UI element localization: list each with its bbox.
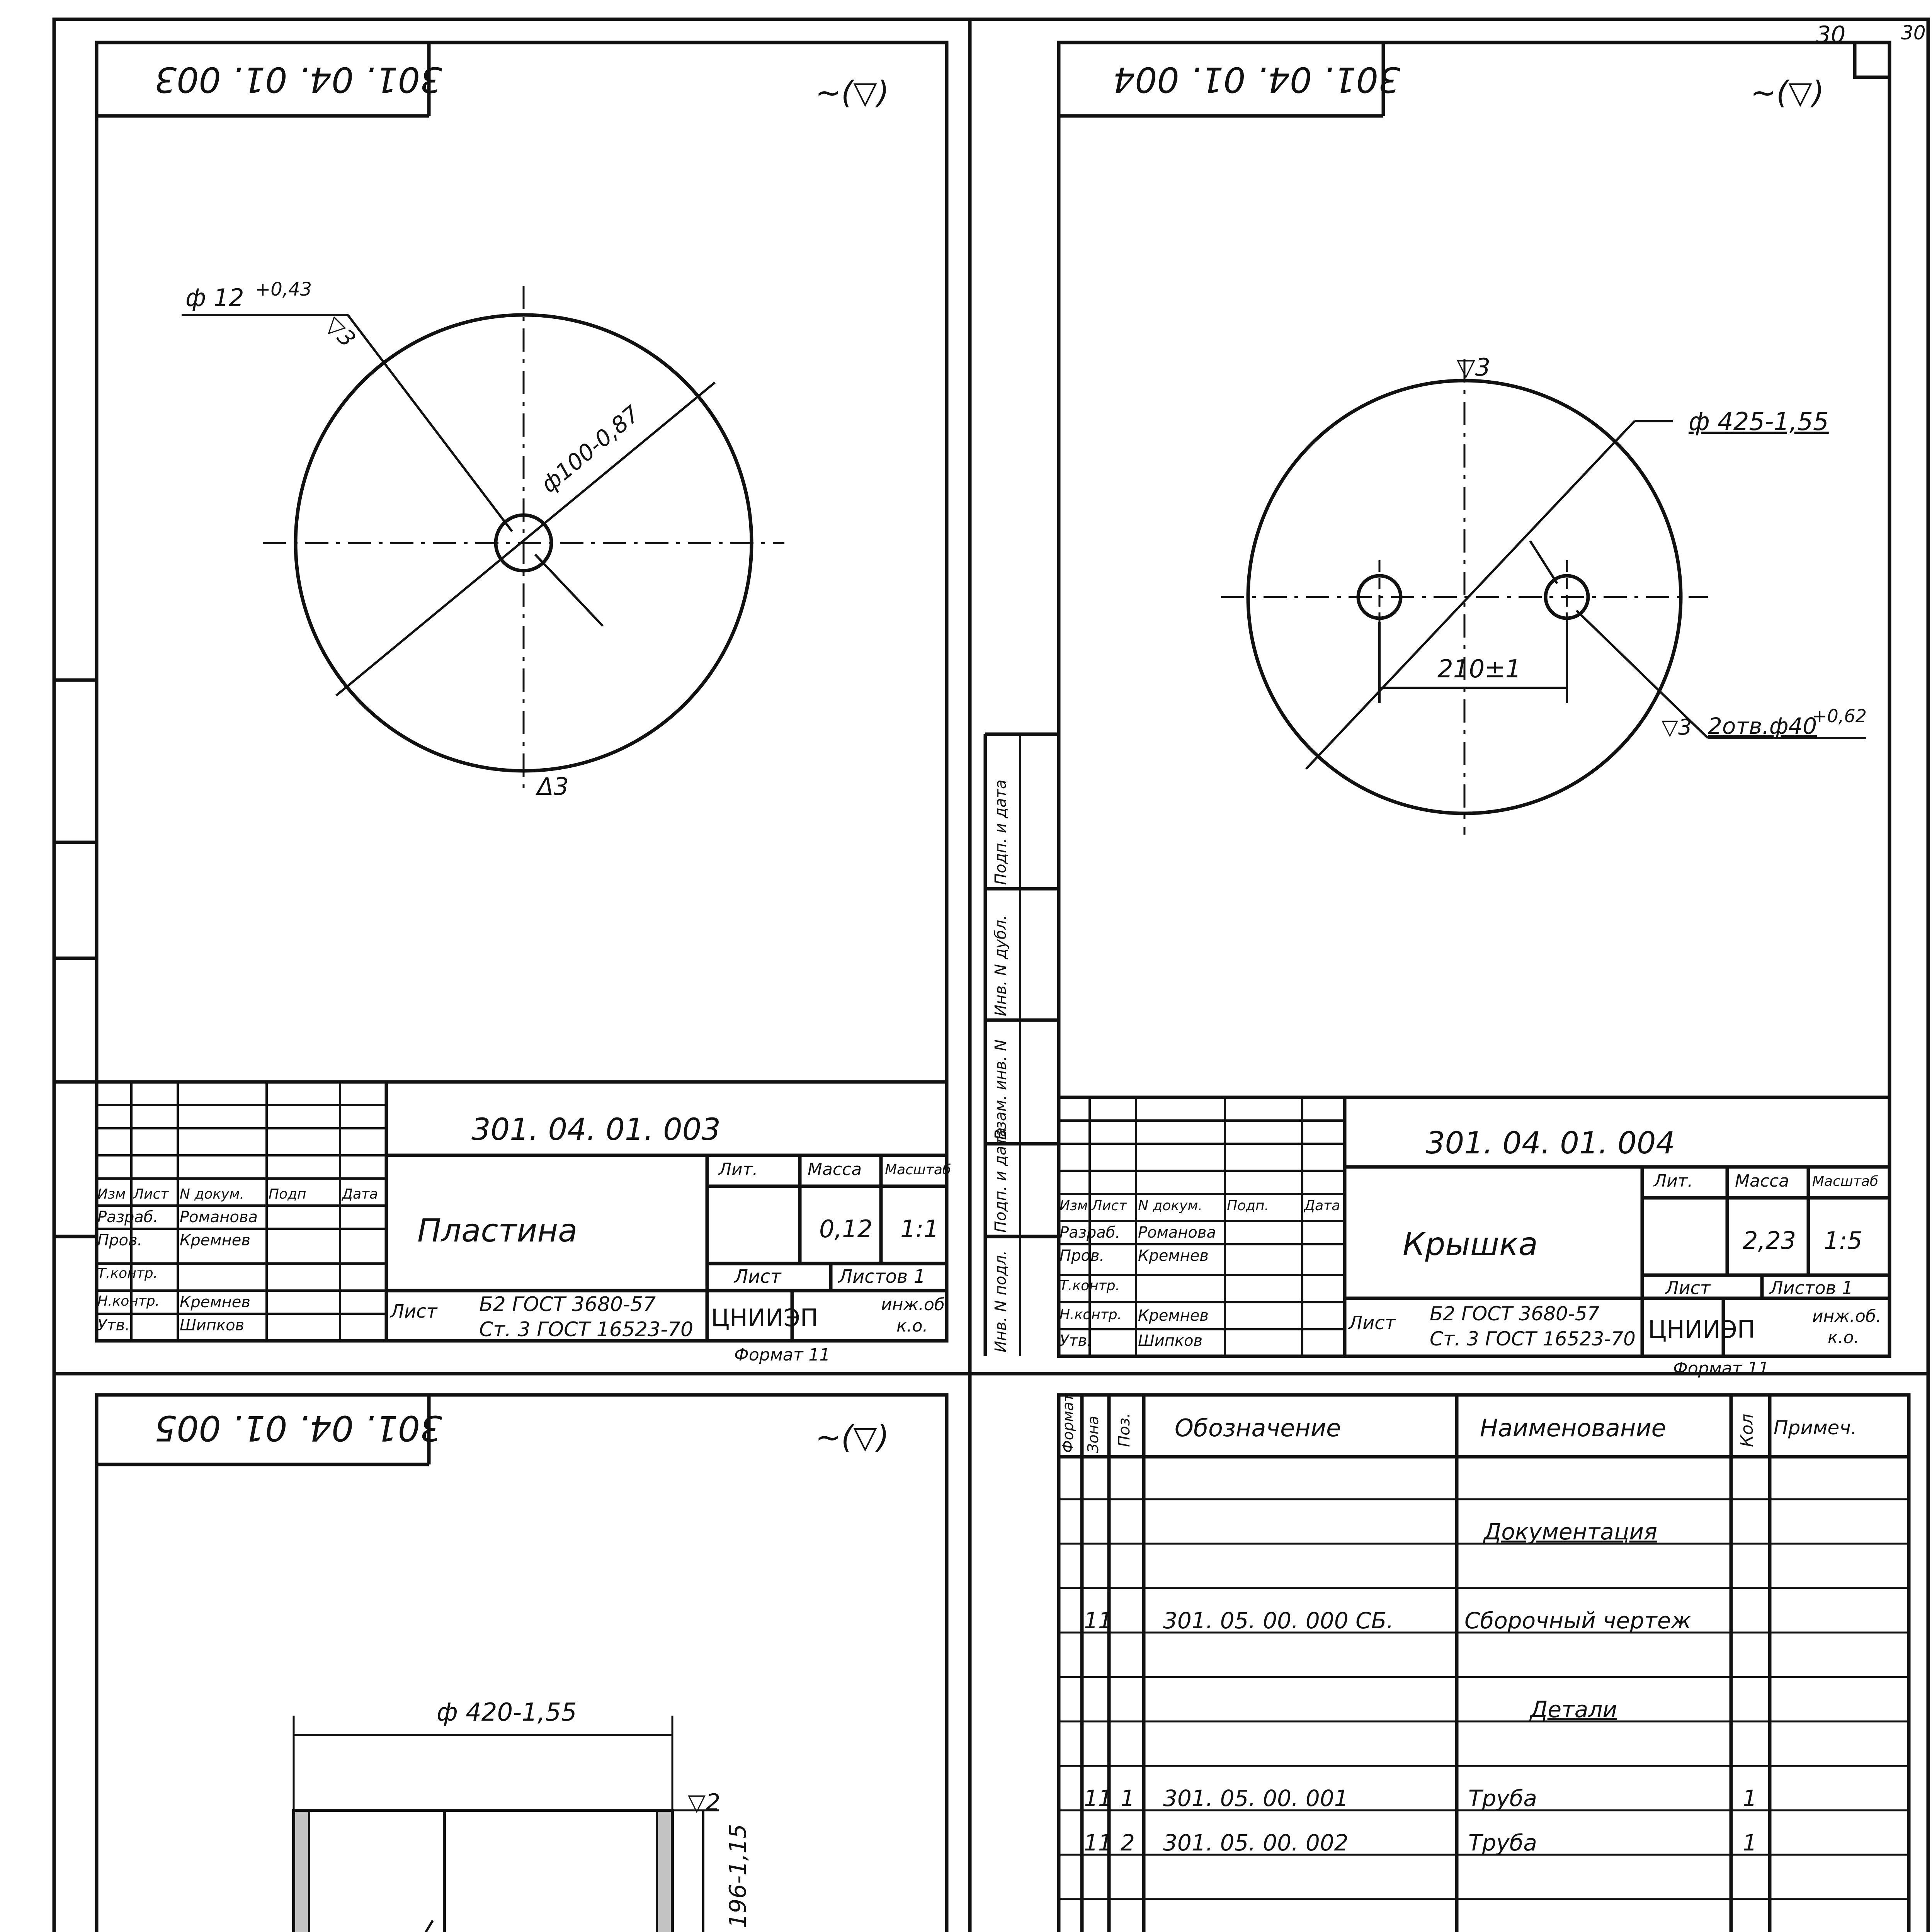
s003-hdr-izm: Изм [97, 1186, 126, 1202]
s003-hdr-list: Лист [133, 1186, 169, 1202]
s004-side-label: Подп. и дата [992, 779, 1010, 885]
s003-hdr-date: Дата [342, 1186, 378, 1202]
s003-dept: инж.об. [881, 1295, 951, 1315]
s004-hdr-date: Дата [1304, 1198, 1340, 1214]
s004-role: Пров. [1060, 1247, 1105, 1265]
s003-role: Т.контр. [97, 1265, 158, 1281]
s003-person: Шипков [180, 1316, 245, 1334]
s005-rough-top: ▽2 [688, 1789, 721, 1816]
spec-section-title: Документация [1484, 1519, 1657, 1545]
s004-person: Шипков [1138, 1332, 1203, 1350]
s004-lit-label: Лит. [1654, 1171, 1693, 1191]
s004-mat1: Б2 ГОСТ 3680-57 [1430, 1303, 1600, 1325]
s004-side-label: Взам. инв. N [992, 1039, 1010, 1140]
s004-mass: 2,23 [1743, 1226, 1796, 1255]
s003-rough-hole: ▽3 [320, 311, 361, 352]
s003-dept2: к.о. [896, 1316, 928, 1336]
s005-code-top: 301. 04. 01. 005 [155, 1408, 442, 1448]
s004-role: Т.контр. [1060, 1278, 1120, 1294]
s004-code: 301. 04. 01. 004 [1426, 1126, 1675, 1161]
s004-code-top: 301. 04. 01. 004 [1113, 59, 1401, 100]
s003-role: Разраб. [97, 1208, 158, 1226]
s004-hdr-list: Лист [1092, 1198, 1127, 1214]
s003-dim-hole: ф 12 [185, 284, 244, 312]
s003-mass: 0,12 [819, 1215, 873, 1243]
s004-hdr-doc: N докум. [1138, 1198, 1202, 1214]
s004-role: Разраб. [1060, 1224, 1121, 1242]
s004-mass-label: Масса [1735, 1171, 1789, 1191]
spec-row-format: 11 [1084, 1785, 1112, 1811]
spec-row-name: Труба [1468, 1830, 1537, 1856]
spec-section-title: Детали [1530, 1696, 1617, 1723]
s005-frame [97, 1395, 947, 1932]
spec-row-format: 11 [1084, 1830, 1112, 1856]
spec-row-name: Труба [1468, 1785, 1537, 1811]
s004-person: Кремнев [1138, 1247, 1209, 1265]
s004-dept2: к.о. [1828, 1328, 1859, 1347]
s003-hdr-doc: N докум. [180, 1186, 244, 1202]
s003-dim-outer: ф100-0,87 [536, 400, 645, 498]
s004-dept: инж.об. [1812, 1306, 1882, 1326]
s003-scale-label: Масштаб [885, 1162, 951, 1178]
s003-name: Пластина [417, 1213, 578, 1249]
s003-format: Формат 11 [734, 1345, 830, 1365]
s004-format: Формат 11 [1673, 1359, 1769, 1378]
s004-sheets-label: Листов 1 [1770, 1277, 1853, 1298]
s003-mat1: Б2 ГОСТ 3680-57 [479, 1293, 656, 1316]
s003-role: Н.контр. [97, 1293, 160, 1309]
s004-side-label: Инв. N подл. [992, 1250, 1010, 1352]
spec-row-designation: 301. 05. 00. 000 СБ. [1163, 1607, 1394, 1634]
spec-row-pos: 1 [1121, 1785, 1135, 1811]
s004-dim-spacing: 210±1 [1437, 655, 1521, 684]
spec-row-designation: 301. 05. 00. 001 [1163, 1785, 1349, 1811]
s003-code-top: 301. 04. 01. 003 [155, 59, 442, 100]
s003-rough-bottom: Δ3 [537, 772, 569, 801]
spec-row-pos: 2 [1121, 1830, 1135, 1856]
spec-hdr-format: Формат [1060, 1393, 1077, 1453]
s004-person: Кремнев [1138, 1307, 1209, 1325]
s004-dim-holes-tol: +0,62 [1812, 706, 1867, 726]
s003-dim-hole-tol: +0,43 [255, 279, 312, 300]
s004-person: Романова [1138, 1224, 1216, 1242]
s004-org: ЦНИИЭП [1648, 1315, 1755, 1344]
spec-hdr-designation: Обозначение [1175, 1414, 1341, 1442]
s003-hdr-sign: Подп [269, 1186, 306, 1202]
s004-sheet-label: Лист [1665, 1277, 1711, 1298]
s003-sheets-label: Листов 1 [838, 1266, 926, 1287]
s003-role: Утв. [97, 1316, 130, 1334]
s004-scale: 1:5 [1824, 1226, 1862, 1255]
s004-name: Крышка [1403, 1226, 1538, 1263]
s004-side-label: Инв. N дубл. [992, 915, 1010, 1016]
s004-rough-top: ▽3 [1457, 353, 1491, 381]
spec-row-name: Сборочный чертеж [1464, 1607, 1691, 1634]
spec-hdr-qty: Кол [1737, 1413, 1757, 1447]
s004-role: Утв. [1060, 1332, 1092, 1350]
s004-role: Н.контр. [1060, 1307, 1122, 1323]
s005-ring-section [294, 1810, 672, 1932]
spec-row-designation: 301. 05. 00. 002 [1163, 1830, 1349, 1856]
s004-dim-holes: 2отв.ф40 [1708, 713, 1817, 739]
s003-person: Романова [180, 1208, 258, 1226]
spec-hdr-note: Примеч. [1774, 1417, 1857, 1439]
s003-mat2: Ст. 3 ГОСТ 16523-70 [479, 1318, 694, 1341]
s003-roughness: ∼(▽) [815, 75, 889, 111]
s003-person: Кремнев [180, 1231, 250, 1249]
page-number-box: 30 [1901, 22, 1926, 44]
s004-hdr-izm: Изм [1060, 1198, 1088, 1214]
s003-person: Кремнев [180, 1293, 250, 1311]
s004-rough-holes: ▽3 [1662, 715, 1692, 740]
outer-frame [54, 19, 1928, 1932]
s003-mass-label: Масса [808, 1160, 862, 1179]
s003-sheet-label: Лист [734, 1266, 781, 1287]
s004-dim-outer: ф 425-1,55 [1689, 408, 1829, 436]
s004-hdr-sign: Подп. [1227, 1198, 1269, 1214]
spec-row-qty: 1 [1743, 1830, 1757, 1856]
s004-scale-label: Масштаб [1812, 1173, 1879, 1189]
page-number: 30 [1816, 21, 1846, 48]
s003-code: 301. 04. 01. 003 [471, 1112, 721, 1147]
s003-scale: 1:1 [900, 1215, 939, 1243]
s005-dim-diam: ф 420-1,55 [437, 1698, 577, 1727]
s004-roughness: ∼(▽) [1750, 75, 1824, 111]
s003-mat-prefix: Лист [390, 1301, 437, 1322]
s004-mat-prefix: Лист [1349, 1312, 1396, 1334]
spec-row-qty: 1 [1743, 1785, 1757, 1811]
spec-hdr-pos: Поз. [1116, 1413, 1133, 1447]
s003-org: ЦНИИЭП [711, 1304, 818, 1332]
spec-row-format: 11 [1084, 1607, 1112, 1634]
s004-mat2: Ст. 3 ГОСТ 16523-70 [1430, 1328, 1636, 1350]
s005-roughness: ∼(▽) [815, 1419, 889, 1455]
s004-side-label: Подп. и дата [992, 1127, 1010, 1233]
s005-dim-height: 196-1,15 [724, 1824, 752, 1928]
spec-hdr-zone: Зона [1085, 1416, 1102, 1453]
s003-lit-label: Лит. [719, 1160, 758, 1179]
spec-hdr-name: Наименование [1480, 1414, 1666, 1442]
s003-role: Пров. [97, 1231, 143, 1249]
